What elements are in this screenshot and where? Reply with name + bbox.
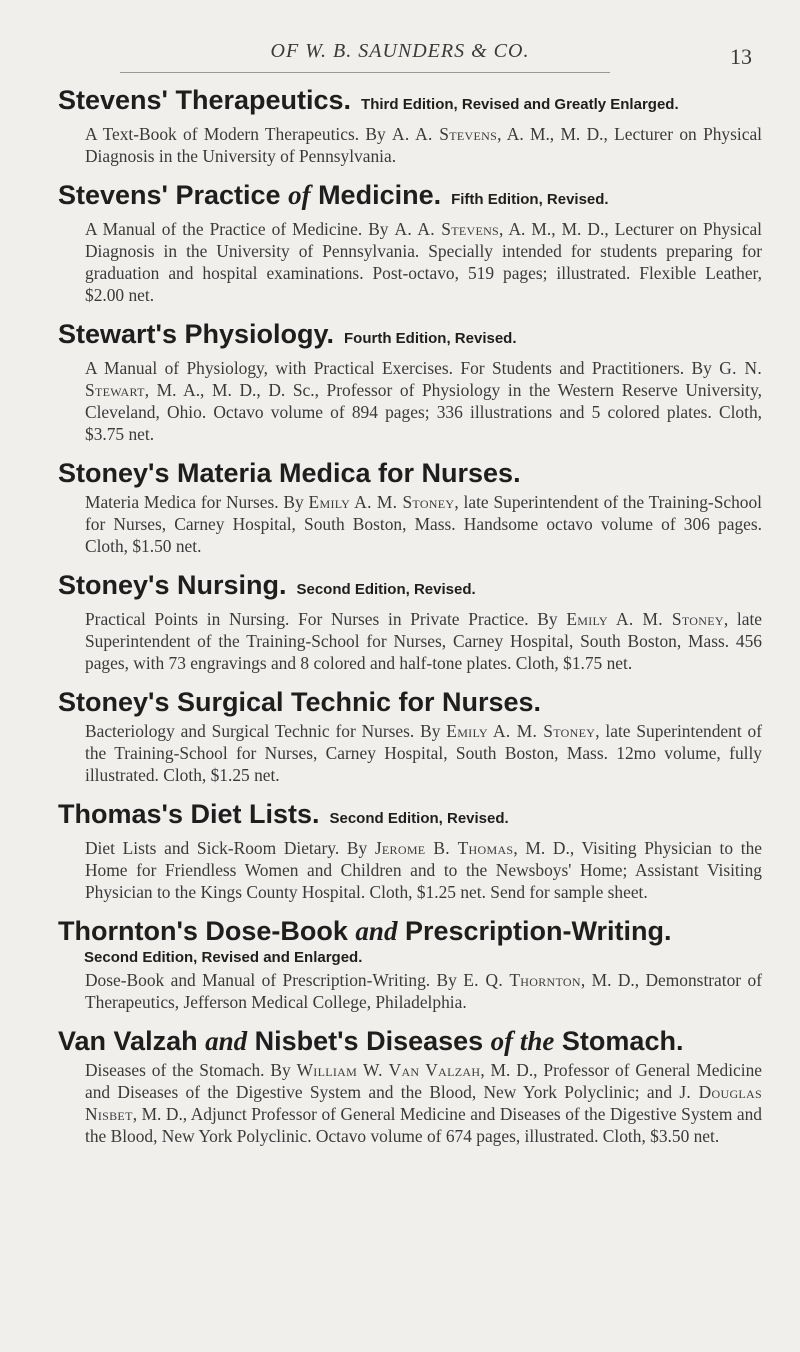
edition-note: Second Edition, Revised and Enlarged. bbox=[84, 949, 363, 966]
entry-title: Van Valzah and Nisbet's Diseases of the Stomach. bbox=[58, 1026, 684, 1056]
entry-description: Diseases of the Stomach. By William W. Van Valzah, M. D., Professor of General Medicine and Diseases of the Digestive System and the Blood, New York Polyclinic; and J. Douglas Nisbet, M. D., Adjunct Professor of General Medicine and Diseases of the Digestive System and the Blood, New York Polyclinic. Octavo volume of 674 pages, illustrated. Cloth, $3.50 net. bbox=[85, 1060, 762, 1146]
catalog-entry bbox=[58, 455, 762, 557]
entry-description: Practical Points in Nursing. For Nurses in Private Practice. By Emily A. M. Stoney, late Superintendent of the Training-School for Nurses, Carney Hospital, South Boston, Mass. 456 pages, with 73 engravings and 8 colored and half-tone plates. Cloth, $1.75 net. bbox=[85, 609, 762, 673]
edition-note: Second Edition, Revised. bbox=[296, 581, 476, 598]
entry-title: Stevens' Practice of Medicine. Fifth Edition, Revised. bbox=[58, 180, 609, 210]
catalog-entry bbox=[58, 1023, 762, 1147]
entry-title: Stoney's Nursing. Second Edition, Revised. bbox=[58, 570, 476, 600]
catalog-entry bbox=[58, 177, 762, 306]
catalog-entries bbox=[58, 82, 762, 1157]
catalog-entry bbox=[58, 567, 762, 674]
entry-description: Dose-Book and Manual of Prescription-Writing. By E. Q. Thornton, M. D., Demonstrator of Therapeutics, Jefferson Medical College, Philadelphia. bbox=[85, 970, 762, 1012]
edition-note: Fifth Edition, Revised. bbox=[451, 191, 609, 208]
catalog-entry bbox=[58, 684, 762, 786]
entry-description: Diet Lists and Sick-Room Dietary. By Jerome B. Thomas, M. D., Visiting Physician to the Home for Friendless Women and Children and to the Newsboys' Home; Assistant Visiting Physician to the Kings County Hospital. Cloth, $1.25 net. Send for sample sheet. bbox=[85, 838, 762, 902]
entry-title: Stoney's Surgical Technic for Nurses. bbox=[58, 687, 542, 717]
running-head: OF W. B. SAUNDERS & CO. bbox=[270, 40, 530, 62]
catalog-entry bbox=[58, 82, 762, 167]
entry-title: Stewart's Physiology. Fourth Edition, Revised. bbox=[58, 319, 517, 349]
edition-note: Third Edition, Revised and Greatly Enlarged. bbox=[361, 96, 679, 113]
header-rule bbox=[120, 72, 610, 73]
entry-title: Stoney's Materia Medica for Nurses. bbox=[58, 458, 521, 488]
page-number: 13 bbox=[730, 44, 752, 69]
entry-description: Bacteriology and Surgical Technic for Nurses. By Emily A. M. Stoney, late Superintendent of the Training-School for Nurses, Carney Hospital, South Boston, Mass. 12mo volume, fully illustrated. Cloth, $1.25 net. bbox=[85, 721, 763, 785]
edition-note: Second Edition, Revised. bbox=[329, 810, 509, 827]
catalog-entry bbox=[58, 316, 762, 445]
entry-title: Thomas's Diet Lists. Second Edition, Revised. bbox=[58, 799, 509, 829]
entry-description: A Manual of the Practice of Medicine. By A. A. Stevens, A. M., M. D., Lecturer on Physical Diagnosis in the University of Pennsylvania. Specially intended for students preparing for graduation and hospital examinations. Post-octavo, 519 pages; illustrated. Flexible Leather, $2.00 net. bbox=[85, 219, 762, 305]
entry-title: Thornton's Dose-Book and Prescription-Writing. Second Edition, Revised and Enlarged. bbox=[58, 913, 762, 969]
entry-title: Stevens' Therapeutics. Third Edition, Revised and Greatly Enlarged. bbox=[58, 85, 679, 115]
edition-note: Fourth Edition, Revised. bbox=[344, 330, 517, 347]
entry-description: Materia Medica for Nurses. By Emily A. M. Stoney, late Superintendent of the Training-School for Nurses, Carney Hospital, South Boston, Mass. Handsome octavo volume of 306 pages. Cloth, $1.50 net. bbox=[85, 492, 762, 556]
catalog-entry bbox=[58, 796, 762, 903]
entry-description: A Manual of Physiology, with Practical Exercises. For Students and Practitioners. By G. N. Stewart, M. A., M. D., D. Sc., Professor of Physiology in the Western Reserve University, Cleveland, Ohio. Octavo volume of 894 pages; 336 illustrations and 5 colored plates. Cloth, $3.75 net. bbox=[85, 358, 762, 444]
entry-description: A Text-Book of Modern Therapeutics. By A. A. Stevens, A. M., M. D., Lecturer on Physical Diagnosis in the University of Pennsylvania. bbox=[85, 124, 762, 166]
catalog-entry bbox=[58, 913, 762, 1013]
